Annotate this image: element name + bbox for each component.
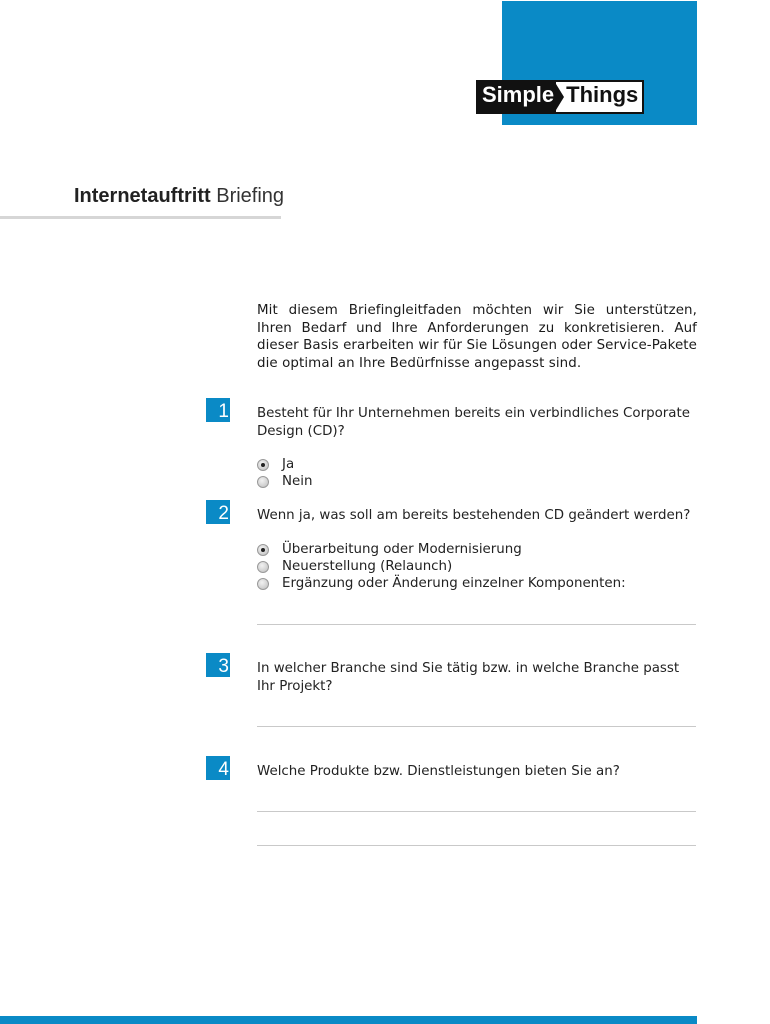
logo-right-text: Things: [564, 82, 642, 112]
question-number-1: 1: [206, 398, 230, 422]
question-text-1: Besteht für Ihr Unternehmen bereits ein verbindliches Corporate Design (CD)?: [257, 406, 690, 439]
question-text-4: Welche Produkte bzw. Dienstleistungen bieten Sie an?: [257, 764, 620, 779]
page-title-bold: Internetauftritt: [74, 185, 211, 207]
answer-line-4a[interactable]: [257, 811, 696, 812]
logo-left-text: Simple: [478, 82, 556, 112]
radio-nein[interactable]: [257, 476, 269, 488]
answer-line-2[interactable]: [257, 624, 696, 625]
question-number-4: 4: [206, 756, 230, 780]
radio-ergaenzung[interactable]: [257, 578, 269, 590]
question-number-3: 3: [206, 653, 230, 677]
question-number-2: 2: [206, 500, 230, 524]
option-label: Ja: [282, 457, 295, 472]
intro-paragraph: Mit diesem Briefingleitfaden möchten wir Sie unterstützen, Ihren Bedarf und Ihre Anforderungen zu konkretisieren. Auf dieser Basis erarbeiten wir für Sie Lösungen oder Service-Pakete die optimal an Ihre Bedürfnisse angepasst sind.: [257, 303, 697, 371]
option-label: Nein: [282, 474, 313, 489]
question-text-3: In welcher Branche sind Sie tätig bzw. in welche Branche passt Ihr Projekt?: [257, 661, 680, 694]
option-label: Ergänzung oder Änderung einzelner Komponenten:: [282, 576, 626, 591]
title-divider: [0, 216, 281, 219]
answer-line-4b[interactable]: [257, 845, 696, 846]
question-text-2: Wenn ja, was soll am bereits bestehenden CD geändert werden?: [257, 508, 691, 523]
option-label: Neuerstellung (Relaunch): [282, 559, 453, 574]
page-title: [74, 185, 284, 208]
option-ueberarbeitung[interactable]: [257, 541, 522, 558]
option-ja[interactable]: [257, 456, 294, 473]
option-label: Überarbeitung oder Modernisierung: [282, 542, 522, 557]
option-ergaenzung[interactable]: [257, 575, 626, 592]
radio-ja[interactable]: [257, 459, 269, 471]
option-nein[interactable]: [257, 473, 312, 490]
simplethings-logo: [476, 80, 644, 114]
answer-line-3[interactable]: [257, 726, 696, 727]
page-title-light: Briefing: [216, 185, 285, 207]
radio-neuerstellung[interactable]: [257, 561, 269, 573]
radio-ueberarbeitung[interactable]: [257, 544, 269, 556]
logo-arrow-icon: [556, 84, 564, 110]
option-neuerstellung[interactable]: [257, 558, 452, 575]
footer-bar: [0, 1016, 697, 1024]
